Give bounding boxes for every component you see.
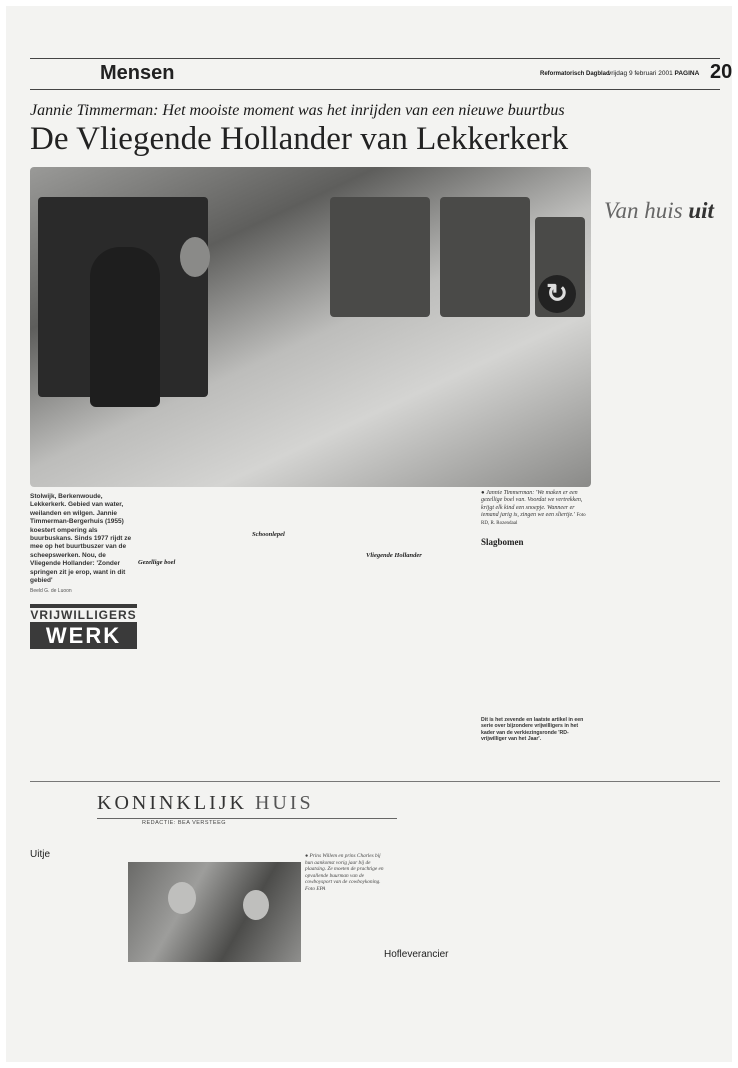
uitje-heading: Uitje (30, 849, 51, 860)
article-headline: De Vliegende Hollander van Lekkerkerk (30, 121, 569, 157)
photo-caption: Stolwijk, Berkenwoude, Lekkerkerk. Gebied van water, weilanden en wilgen. Jannie Timmerman-Bergerhuis (1955) koestert ompering als buurbuskans. Sinds 1977 rijdt ze mee op het buurtbuszer van de scheepswerken. Nou, de Vliegende Hollander: 'Zonder springen zit je erop, want in dit gebied' (30, 493, 132, 585)
royal-pullquote: ● Prins Willem en prins Charles bij hun aankomst vorig jaar bij de plaatsing. Ze moeten de prachtige en opvallende buurman van de cowboysport van de cowboykoning. Foto EPA (305, 853, 384, 892)
face-icon (168, 882, 196, 914)
body-column-4: Vliegende Hollander (366, 552, 422, 559)
royal-column-5 (384, 853, 460, 947)
koninklijk-huis-title: KONINKLIJK HUIS (97, 792, 314, 814)
series-tagline: Dit is het zevende en laatste artikel in een serie over bijzondere vrijwilligers in het kader van de verkiezingsronde 'RD-vrijwilliger van het Jaar'. (481, 717, 584, 742)
sidebar-body (604, 234, 720, 729)
royal-column-6 (384, 963, 460, 1057)
royal-photo (128, 862, 301, 962)
body-column-5: Slagbomen (481, 537, 524, 547)
vrijwilligerswerk-logo: VRIJWILLIGERS WERK (30, 604, 137, 649)
hofleverancier-heading: Hofleverancier (384, 949, 449, 960)
royal-column-3 (217, 966, 301, 1056)
royal-column-8 (601, 853, 720, 1057)
photo-credit: Beeld G. de Luoon (30, 588, 72, 594)
face-icon (243, 890, 269, 920)
bus-logo-icon: ↻ (538, 275, 576, 313)
article-pullquote: ● Jannie Timmerman: 'We maken er een gezellige boel van. Voordat we vertrekken, krijgt elk kind een snoepje. Wanneer er iemand jarig is, zingen we een sliertje.' Foto RD, R. Rozendaal (481, 490, 586, 526)
page-number: 20 (710, 61, 733, 83)
article-kicker: Jannie Timmerman: Het mooiste moment was het inrijden van een nieuwe buurtbus (30, 102, 565, 119)
section-divider (30, 781, 720, 782)
section-title: Mensen (100, 62, 175, 84)
body-column-3: Schoonlepel (252, 531, 285, 538)
koninklijk-huis-redactie: REDACTIE: BEA VERSTEEG (142, 820, 227, 826)
page-header (30, 58, 733, 90)
publication-name: Reformatorisch Dagblad (540, 71, 610, 77)
issue-date: vrijdag 9 februari 2001 PAGINA (608, 70, 700, 77)
royal-column-7 (464, 853, 598, 1057)
koninklijk-huis-underline (97, 818, 397, 819)
royal-column-2 (128, 966, 214, 1056)
body-column-1 (30, 657, 133, 775)
royal-column-1 (30, 862, 125, 1057)
body-column-2: Gezellige boel (138, 559, 176, 566)
royal-column-4 (305, 900, 381, 1056)
sidebar-title: Van huis uit (604, 198, 714, 223)
bus-photo (30, 167, 591, 487)
